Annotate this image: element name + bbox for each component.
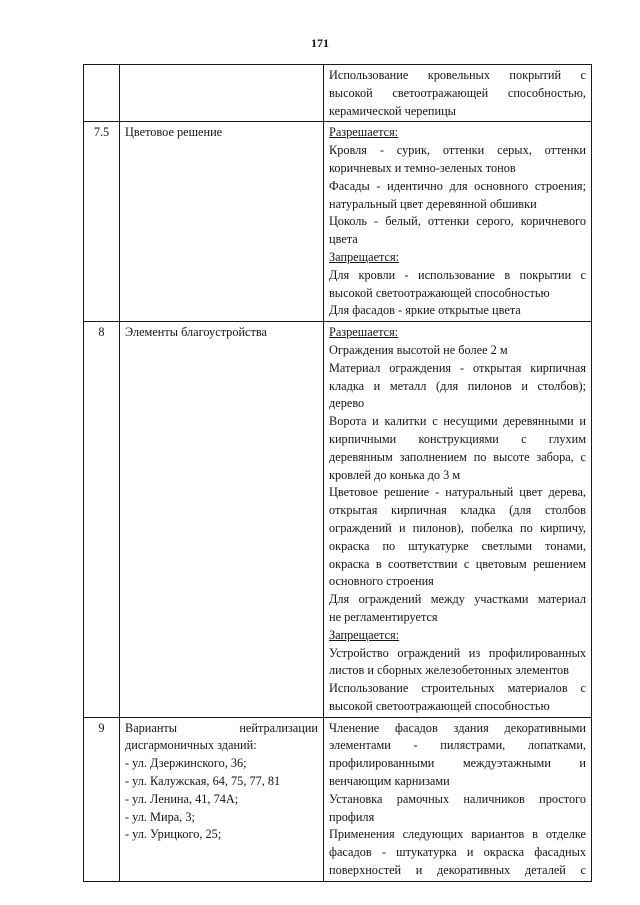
content-line: натуральный цвет деревянной обшивки	[329, 196, 537, 211]
table-row	[84, 717, 592, 881]
title-line: - ул. Ленина, 41, 74А;	[125, 791, 239, 806]
content-line: высокой светоотражающей способностью	[329, 285, 550, 300]
section-heading: Разрешается:	[329, 325, 399, 340]
content-line: профилированными междуэтажными и	[329, 756, 586, 771]
row-content-cell	[324, 122, 592, 322]
title-line: - ул. Калужская, 64, 75, 77, 81	[125, 774, 281, 789]
content-line: Ограждения высотой не более 2 м	[329, 342, 508, 357]
title-line: - ул. Мира, 3;	[125, 809, 195, 824]
table-body	[84, 65, 592, 882]
content-line: Цоколь - белый, оттенки серого, коричневого	[329, 214, 586, 229]
content-line: ограждений и пилонов), побелка по кирпичу,	[329, 520, 586, 535]
row-number: 9	[98, 720, 105, 735]
content-line: фасадов - штукатурка и окраска фасадных	[329, 845, 586, 860]
content-line: окраска в соответствии с цветовым решением	[329, 556, 586, 571]
row-title-cell	[120, 717, 324, 881]
content-line: керамической черепицы	[329, 103, 456, 118]
content-line: профиля	[329, 809, 375, 824]
content-line: Для фасадов - яркие открытые цвета	[329, 303, 521, 318]
content-line: кладка и металл (для пилонов и столбов);	[329, 378, 586, 393]
row-title-cell	[120, 322, 324, 718]
content-line: листов и сборных железобетонных элементов	[329, 663, 569, 678]
row-number-cell	[84, 717, 120, 881]
content-line: Материал ограждения - открытая кирпичная	[329, 360, 586, 375]
row-content-cell	[324, 322, 592, 718]
content-line: открытая кирпичная кладка (для столбов	[329, 503, 586, 518]
content-line: Использование кровельных покрытий с	[329, 68, 586, 82]
page-number: 171	[311, 36, 329, 50]
section-heading: Запрещается:	[329, 249, 400, 264]
row-content-cell	[324, 65, 592, 122]
row-number: 7.5	[93, 125, 110, 140]
title-line: Элементы благоустройства	[125, 325, 267, 340]
row-number-cell	[84, 322, 120, 718]
title-line: - ул. Урицкого, 25;	[125, 827, 222, 842]
content-line: Ворота и калитки с несущими деревянными и	[329, 414, 586, 429]
content-line: высокой светоотражающей способностью	[329, 698, 550, 713]
content-line: Установка рамочных наличников простого	[329, 791, 586, 806]
content-line: Для кровли - использование в покрытии с	[329, 267, 586, 282]
content-line: цвета	[329, 232, 358, 247]
content-line: венчающим карнизами	[329, 774, 450, 789]
content-line: деревянным заполнением по высоте забора, с	[329, 449, 586, 464]
table-row	[84, 122, 592, 322]
content-line: высокой светоотражающей способностью,	[329, 85, 586, 100]
section-heading: Запрещается:	[329, 627, 400, 642]
content-line: основного строения	[329, 574, 434, 589]
content-line: кирпичными конструкциями с глухим	[329, 431, 586, 446]
content-line: Цветовое решение - натуральный цвет дерева,	[329, 485, 586, 500]
content-line: Фасады - идентично для основного строения;	[329, 178, 586, 193]
row-number: 8	[98, 325, 105, 340]
content-line: не регламентируется	[329, 609, 438, 624]
content-line: Кровля - сурик, оттенки серых, оттенки	[329, 143, 586, 158]
content-line: Членение фасадов здания декоративными	[329, 720, 586, 735]
section-heading: Разрешается:	[329, 125, 399, 140]
row-title-cell	[120, 65, 324, 122]
title-line: - ул. Дзержинского, 36;	[125, 756, 247, 771]
row-title-cell	[120, 122, 324, 322]
content-line: Применения следующих вариантов в отделке	[329, 827, 586, 842]
regulations-table	[83, 64, 592, 882]
content-line: Использование строительных материалов с	[329, 681, 586, 696]
row-content-cell	[324, 717, 592, 881]
content-line: дерево	[329, 396, 365, 411]
title-line: дисгармоничных зданий:	[125, 738, 257, 753]
row-number-cell	[84, 65, 120, 122]
content-line: поверхностей и декоративных деталей с	[329, 863, 586, 878]
content-line: кровлей до конька до 3 м	[329, 467, 461, 482]
table-row	[84, 322, 592, 718]
content-line: Устройство ограждений из профилированных	[329, 645, 586, 660]
content-line: элементами - пилястрами, лопатками,	[329, 738, 586, 753]
content-line: окраска по штукатурке светлыми тонами,	[329, 538, 586, 553]
content-line: Для ограждений между участками материал	[329, 592, 586, 607]
title-line: Цветовое решение	[125, 125, 223, 140]
table-row	[84, 65, 592, 122]
title-line: Варианты нейтрализации	[125, 720, 318, 735]
row-number-cell	[84, 122, 120, 322]
content-line: коричневых и темно-зеленых тонов	[329, 160, 516, 175]
